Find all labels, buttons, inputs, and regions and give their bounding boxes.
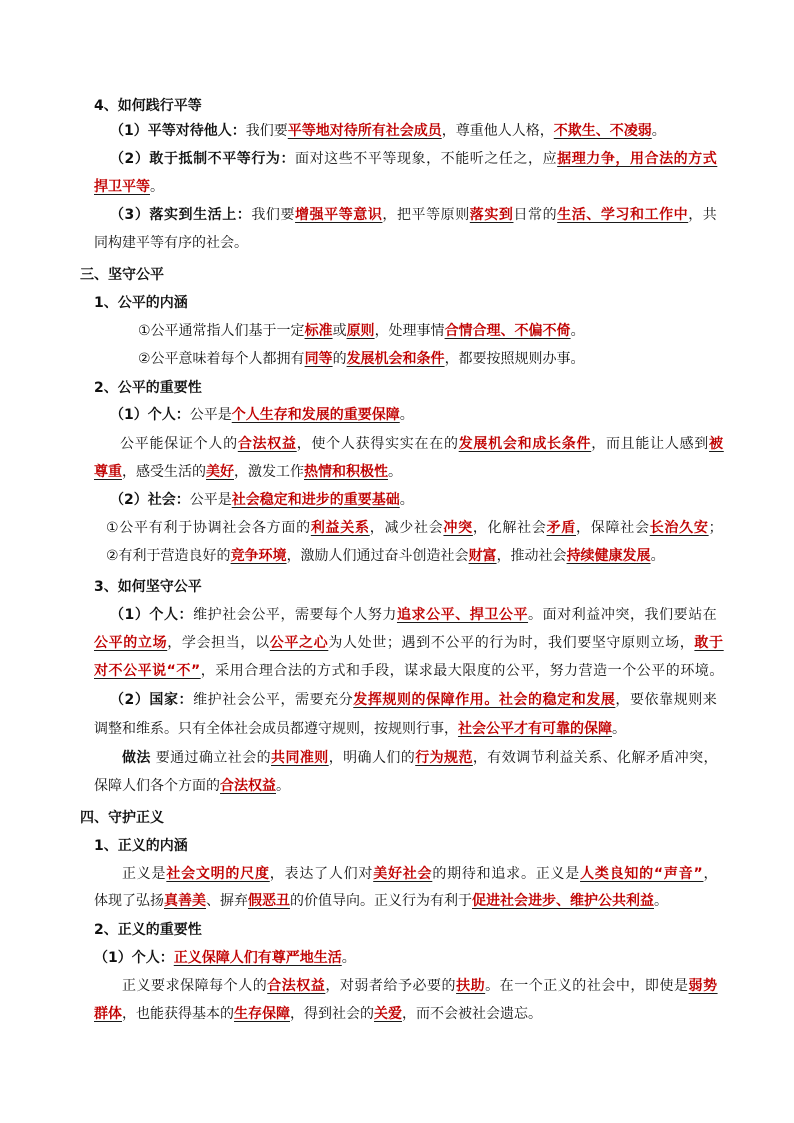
text-line xyxy=(94,1004,542,1024)
body-text: 的 xyxy=(332,351,347,367)
key-term: 促进社会进步、维护公共利益 xyxy=(472,893,654,909)
text-line xyxy=(94,776,290,796)
key-term: 关爱 xyxy=(374,1006,402,1022)
body-text: 正义要求保障每个人的 xyxy=(122,978,268,994)
text-line xyxy=(110,149,717,169)
key-term: 生活、学习和工作中 xyxy=(557,207,689,223)
body-text: 。 xyxy=(399,492,414,508)
key-term: 社会公平才有可靠的保障 xyxy=(458,721,612,737)
key-term: 落实到 xyxy=(469,207,514,223)
body-text: 为人处世；遇到不公平的行为时，我们要坚守原则立场， xyxy=(328,635,695,651)
body-text: 或 xyxy=(332,323,347,339)
body-text: 面对这些不平等现象，不能听之任之，应 xyxy=(295,151,558,167)
body-text: 。 xyxy=(399,407,414,423)
text-line xyxy=(94,719,626,739)
key-term: 个人生存和发展的重要保障 xyxy=(231,407,400,423)
body-text: ，推动社会 xyxy=(496,548,567,564)
body-text: ，减少社会 xyxy=(369,520,444,536)
heading-text: 4、如何践行平等 xyxy=(94,98,202,114)
text-line xyxy=(110,205,717,225)
body-text: ，使个人获得实实在在的 xyxy=(296,436,459,452)
key-term: 热情和积极性 xyxy=(304,464,388,480)
key-term: 合情合理、不偏不倚 xyxy=(444,323,571,339)
key-term: 不欺生、不凌弱 xyxy=(553,123,652,139)
key-term: 社会稳定和进步的重要基础 xyxy=(231,492,400,508)
key-term: 财富 xyxy=(468,548,497,564)
key-term: 被 xyxy=(709,436,724,452)
heading-text: （1）个人： xyxy=(94,950,174,966)
body-text: 我们要 xyxy=(251,207,296,223)
key-term: 利益关系 xyxy=(310,520,370,536)
text-line xyxy=(110,690,717,710)
key-term: 公平之心 xyxy=(269,635,329,651)
text-line xyxy=(80,808,164,828)
heading-text: 2、正义的重要性 xyxy=(94,922,202,938)
text-line xyxy=(94,462,402,482)
key-term: 标准 xyxy=(304,323,333,339)
text-line xyxy=(138,321,585,341)
body-text: ，得到社会的 xyxy=(290,1006,374,1022)
heading-text: （1）平等对待他人： xyxy=(110,123,246,139)
text-line xyxy=(106,518,723,538)
body-text: 日常的 xyxy=(513,207,558,223)
heading-text: （2）国家： xyxy=(110,692,194,708)
body-text: 保障人们各个方面的 xyxy=(94,778,220,794)
body-text: ， xyxy=(703,866,719,882)
body-text: 。 xyxy=(654,893,668,909)
key-term: 发展机会和条件 xyxy=(346,351,445,367)
text-line xyxy=(110,490,414,510)
body-text: 。 xyxy=(388,464,402,480)
text-line xyxy=(94,96,202,116)
body-text: 同构建平等有序的社会。 xyxy=(94,235,248,251)
body-text: 。 xyxy=(612,721,626,737)
key-term: 社会文明的尺度 xyxy=(166,866,270,882)
text-line xyxy=(94,948,356,968)
body-text: 维护社会公平，需要充分 xyxy=(193,692,354,708)
body-text: 维护社会公平，需要每个人努力 xyxy=(193,607,397,623)
key-term: 追求公平、捍卫公平 xyxy=(396,607,529,623)
key-term: 原则 xyxy=(346,323,375,339)
key-term: 长治久安 xyxy=(649,520,709,536)
text-line xyxy=(110,121,666,141)
body-text: 调整和维系。只有全体社会成员都遵守规则，按规则行事， xyxy=(94,721,458,737)
text-line xyxy=(94,177,164,197)
text-line xyxy=(138,349,585,369)
body-text: ，激发工作 xyxy=(234,464,304,480)
text-line xyxy=(94,378,202,398)
heading-text: （2）敢于抵制不平等行为： xyxy=(110,151,296,167)
text-line xyxy=(94,233,248,253)
text-line xyxy=(106,546,665,566)
text-line xyxy=(110,605,717,625)
body-text: ，处理事情 xyxy=(374,323,445,339)
text-line xyxy=(120,434,724,454)
heading-text: 三、坚守公平 xyxy=(80,267,164,283)
body-text: 体现了弘扬 xyxy=(94,893,164,909)
body-text: 公平是 xyxy=(189,407,232,423)
text-line xyxy=(94,293,188,313)
body-text: 。 xyxy=(276,778,290,794)
heading-text: （3）落实到生活上： xyxy=(110,207,252,223)
body-text: ，明确人们的 xyxy=(328,750,416,766)
text-line xyxy=(122,864,718,884)
text-line xyxy=(94,633,724,653)
body-text: 。面对利益冲突，我们要站在 xyxy=(528,607,718,623)
key-term: 合法权益 xyxy=(220,778,276,794)
body-text: 。 xyxy=(650,548,665,564)
body-text: 。 xyxy=(150,179,164,195)
body-text: ； xyxy=(708,520,724,536)
heading-text: 1、公平的内涵 xyxy=(94,295,188,311)
body-text: 公平能保证个人的 xyxy=(120,436,238,452)
key-term: 持续健康发展 xyxy=(566,548,651,564)
body-text: ，有效调节利益关系、化解矛盾冲突， xyxy=(472,750,718,766)
key-term: 同等 xyxy=(304,351,333,367)
key-term: 尊重 xyxy=(94,464,122,480)
key-term: 美好 xyxy=(206,464,234,480)
key-term: 发挥规则的保障作用。社会的稳定和发展 xyxy=(353,692,616,708)
heading-text: （2）社会： xyxy=(110,492,190,508)
heading-text: 2、公平的重要性 xyxy=(94,380,202,396)
body-text: ，表达了人们对 xyxy=(269,866,374,882)
body-text: ，激励人们通过奋斗创造社会 xyxy=(286,548,469,564)
key-term: 敢于 xyxy=(694,635,724,651)
body-text: 正义是 xyxy=(122,866,167,882)
body-text: 我们要 xyxy=(245,123,288,139)
key-term: 矛盾 xyxy=(546,520,577,536)
key-term: 平等地对待所有社会成员 xyxy=(287,123,442,139)
key-term: 扶助 xyxy=(456,978,486,994)
key-term: 生存保障 xyxy=(234,1006,290,1022)
body-text: ，而不会被社会遗忘。 xyxy=(402,1006,542,1022)
key-term: 真善美 xyxy=(164,893,206,909)
body-text: 的期待和追求。正义是 xyxy=(432,866,581,882)
body-text: ，感受生活的 xyxy=(122,464,206,480)
key-term: 竞争环境 xyxy=(230,548,287,564)
body-text: 。 xyxy=(651,123,666,139)
body-text: ，对弱者给予必要的 xyxy=(325,978,457,994)
text-line xyxy=(94,836,188,856)
body-text: ，共 xyxy=(688,207,718,223)
body-text: 的价值导向。正义行为有利于 xyxy=(290,893,472,909)
body-text: ，化解社会 xyxy=(472,520,547,536)
key-term: 群体 xyxy=(94,1006,122,1022)
text-line xyxy=(110,405,414,425)
body-text: ，采用合理合法的方式和手段，谋求最大限度的公平，努力营造一个公平的环境。 xyxy=(200,663,724,679)
key-term: 行为规范 xyxy=(415,750,473,766)
key-term: 据理力争，用合法的方式 xyxy=(557,151,718,167)
text-line xyxy=(94,891,668,911)
body-text: 公平是 xyxy=(189,492,232,508)
text-line xyxy=(94,577,202,597)
key-term: 合法权益 xyxy=(237,436,297,452)
key-term: 正义保障人们有尊严地生活 xyxy=(173,950,342,966)
heading-text: 3、如何坚守公平 xyxy=(94,579,202,595)
key-term: 弱势 xyxy=(688,978,718,994)
body-text: ，把平等原则 xyxy=(382,207,470,223)
key-term: 美好社会 xyxy=(373,866,433,882)
body-text: ①公平有利于协调社会各方面的 xyxy=(106,520,311,536)
key-term: 合法权益 xyxy=(267,978,326,994)
heading-text: 做法 xyxy=(122,750,151,766)
key-term: 增强平等意识 xyxy=(295,207,383,223)
key-term: 捍卫平等 xyxy=(94,179,150,195)
heading-text: （1）个人： xyxy=(110,607,194,623)
key-term: 共同准则 xyxy=(271,750,329,766)
body-text: ①公平通常指人们基于一定 xyxy=(138,323,305,339)
body-text: ，保障社会 xyxy=(576,520,650,536)
key-term: 人类良知的“声音” xyxy=(580,866,704,882)
body-text: 。在一个正义的社会中，即使是 xyxy=(485,978,689,994)
body-text: ，也能获得基本的 xyxy=(122,1006,234,1022)
body-text: 要通过确立社会的 xyxy=(150,750,272,766)
body-text: 。 xyxy=(570,323,585,339)
heading-text: 四、守护正义 xyxy=(80,810,164,826)
body-text: ，要依靠规则来 xyxy=(615,692,718,708)
key-term: 发展机会和成长条件 xyxy=(458,436,592,452)
text-line xyxy=(94,920,202,940)
body-text: 。 xyxy=(341,950,356,966)
heading-text: （1）个人： xyxy=(110,407,190,423)
body-text: 、摒弃 xyxy=(206,893,248,909)
body-text: ，尊重他人人格， xyxy=(441,123,554,139)
body-text: ②有利于营造良好的 xyxy=(106,548,231,564)
body-text: ，都要按照规则办事。 xyxy=(444,351,585,367)
body-text: ②公平意味着每个人都拥有 xyxy=(138,351,305,367)
body-text: ，学会担当，以 xyxy=(167,635,270,651)
key-term: 对不公平说“不” xyxy=(94,663,201,679)
key-term: 冲突 xyxy=(443,520,473,536)
heading-text: 1、正义的内涵 xyxy=(94,838,188,854)
key-term: 公平的立场 xyxy=(94,635,168,651)
text-line xyxy=(94,661,724,681)
text-line xyxy=(122,748,718,768)
text-line xyxy=(80,265,164,285)
text-line xyxy=(122,976,718,996)
key-term: 假恶丑 xyxy=(248,893,290,909)
body-text: ，而且能让人感到 xyxy=(591,436,710,452)
